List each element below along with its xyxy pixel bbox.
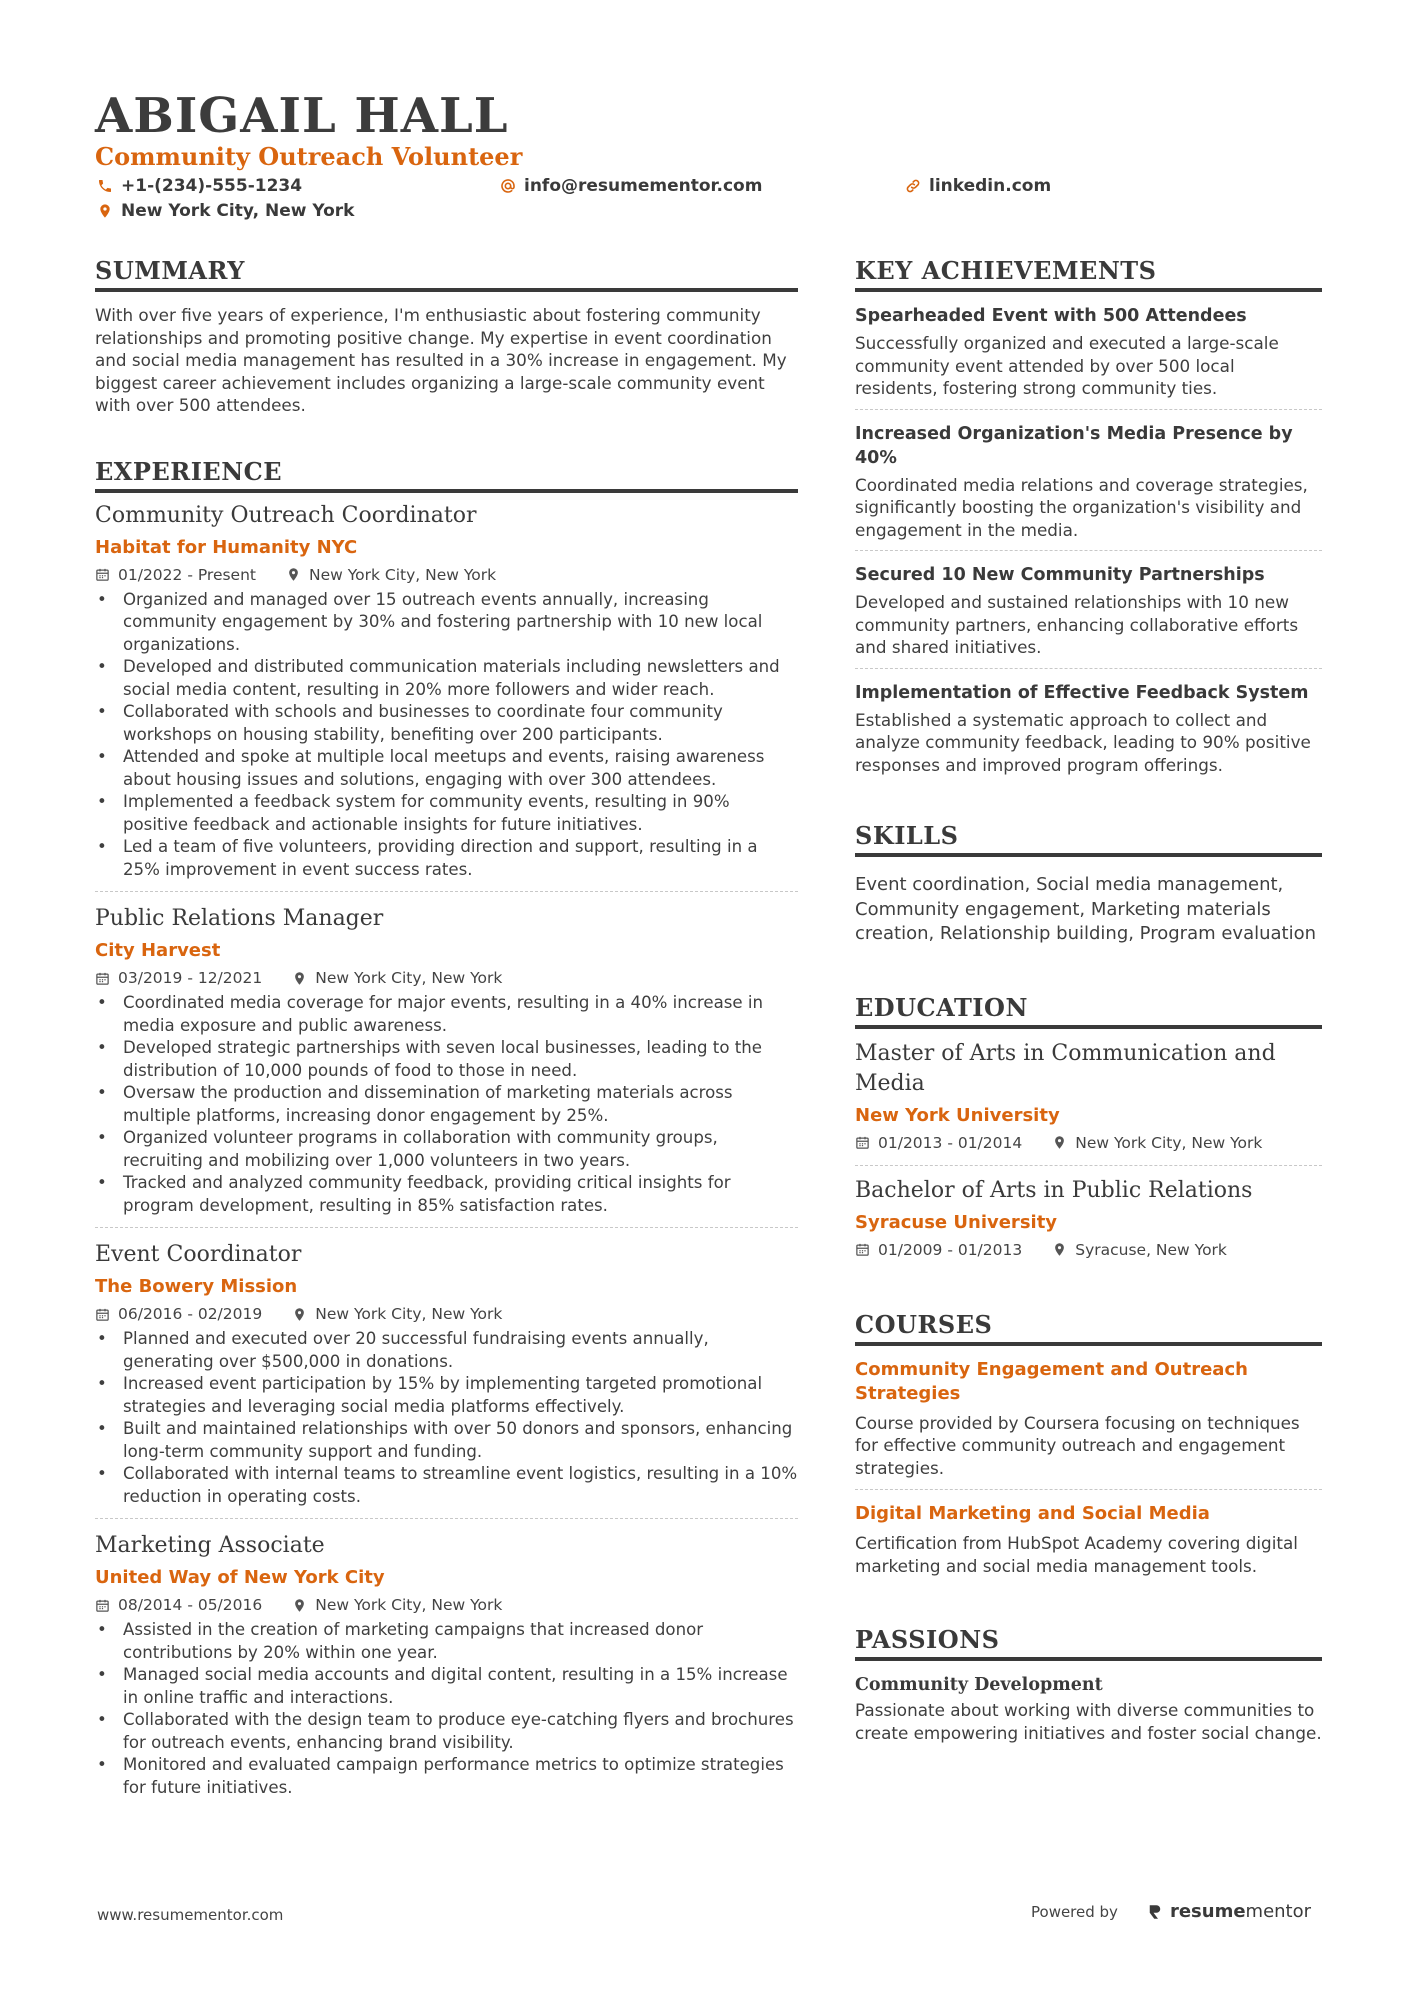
bullet-item: • Coordinated media coverage for major events, resulting in a 40% increase in media exposure and public awareness. xyxy=(95,992,798,1037)
location-text: New York City, New York xyxy=(315,969,503,987)
email-text: info@resumementor.com xyxy=(524,176,763,196)
bullet-item: • Implemented a feedback system for community events, resulting in 90% positive feedback and actionable insights for future initiatives. xyxy=(95,791,798,836)
achievement-text: Successfully organized and executed a large-scale community event attended by over 500 local residents, fostering strong community ties. xyxy=(855,333,1279,398)
job-title: Public Relations Manager xyxy=(95,906,384,931)
degree-title: Bachelor of Arts in Public Relations xyxy=(855,1177,1253,1203)
bullet-item: • Organized and managed over 15 outreach events annually, increasing community engagement by 30% and fostering partnership with 10 new local organizations. xyxy=(95,589,798,657)
date-text: 06/2016 - 02/2019 xyxy=(118,1305,263,1323)
achievement-title: Spearheaded Event with 500 Attendees xyxy=(855,306,1247,326)
course-text: Course provided by Coursera focusing on techniques for effective community outreach and engagement strategies. xyxy=(855,1412,1300,1478)
footer-branding xyxy=(1031,1901,1311,1922)
course-list xyxy=(855,1358,1322,1588)
achievement-entry xyxy=(855,409,1322,551)
company-name: United Way of New York City xyxy=(95,1567,385,1588)
candidate-name: ABIGAIL HALL xyxy=(95,88,509,144)
location-text: Syracuse, New York xyxy=(1075,1240,1227,1259)
job-list xyxy=(95,501,798,1810)
meta-row xyxy=(855,1238,1322,1262)
bullet-item: • Tracked and analyzed community feedback, providing critical insights for program development, resulting in 85% satisfaction rates. xyxy=(95,1172,798,1217)
resumementor-logo-icon xyxy=(1146,1903,1164,1921)
date-range xyxy=(855,1131,1022,1155)
courses-section xyxy=(855,1310,1322,1588)
at-icon xyxy=(500,178,516,194)
bullet-item: • Assisted in the creation of marketing campaigns that increased donor contributions by 20% within one year. xyxy=(95,1619,798,1664)
achievement-entry xyxy=(855,550,1322,668)
company-name: City Harvest xyxy=(95,940,221,961)
date-range xyxy=(855,1238,1022,1262)
achievement-title: Implementation of Effective Feedback System xyxy=(855,682,1309,703)
experience-section xyxy=(95,457,798,1810)
course-text: Certification from HubSpot Academy covering digital marketing and social media management tools. xyxy=(855,1533,1298,1576)
job-entry xyxy=(95,891,798,1227)
meta-row xyxy=(855,1131,1322,1155)
achievement-title: Increased Organization's Media Presence by 40% xyxy=(855,423,1293,468)
calendar-icon xyxy=(95,971,110,986)
meta-location xyxy=(286,563,496,587)
meta-row xyxy=(95,966,798,990)
passion-title: Community Development xyxy=(855,1675,1103,1695)
bullet-item: • Increased event participation by 15% by implementing targeted promotional strategies and leveraging social media platforms effectively. xyxy=(95,1373,798,1418)
education-entry xyxy=(855,1165,1322,1272)
bullet-item: • Collaborated with internal teams to streamline event logistics, resulting in a 10% reduction in operating costs. xyxy=(95,1463,798,1508)
course-entry xyxy=(855,1358,1322,1490)
company-name: Habitat for Humanity NYC xyxy=(95,536,358,558)
job-bullets xyxy=(95,992,798,1217)
location-text: New York City, New York xyxy=(1075,1133,1263,1152)
date-range xyxy=(95,966,262,990)
job-bullets xyxy=(95,589,798,882)
phone-icon xyxy=(97,178,113,194)
courses-heading: COURSES xyxy=(855,1310,1322,1346)
achievement-entry xyxy=(855,304,1322,409)
job-entry xyxy=(95,1227,798,1518)
date-text: 01/2009 - 01/2013 xyxy=(878,1240,1023,1259)
meta-location xyxy=(292,1593,502,1617)
company-name: The Bowery Mission xyxy=(95,1276,298,1297)
linkedin-text: linkedin.com xyxy=(929,176,1052,196)
brand-name-part1: resume xyxy=(1169,1901,1246,1922)
job-bullets xyxy=(95,1619,798,1799)
bullet-item: • Managed social media accounts and digital content, resulting in a 15% increase in online traffic and interactions. xyxy=(95,1664,798,1709)
bullet-item: • Collaborated with the design team to produce eye-catching flyers and brochures for outreach events, enhancing brand visibility. xyxy=(95,1709,798,1754)
job-bullets xyxy=(95,1328,798,1508)
education-heading: EDUCATION xyxy=(855,993,1322,1029)
achievement-title: Secured 10 New Community Partnerships xyxy=(855,565,1265,585)
bullet-item: • Attended and spoke at multiple local meetups and events, raising awareness about housing issues and solutions, engaging with over 300 attendees. xyxy=(95,746,798,791)
location-pin-icon xyxy=(292,971,307,986)
job-entry xyxy=(95,1518,798,1809)
achievement-text: Developed and sustained relationships with 10 new community partners, enhancing collaborative efforts and shared initiatives. xyxy=(855,592,1299,657)
calendar-icon xyxy=(95,567,110,582)
date-text: 01/2022 - Present xyxy=(118,565,256,584)
bullet-item: • Collaborated with schools and businesses to coordinate four community workshops on housing stability, benefiting over 200 participants. xyxy=(95,701,798,746)
meta-location xyxy=(1052,1131,1262,1155)
school-name: New York University xyxy=(855,1104,1060,1126)
achievements-section xyxy=(855,256,1322,785)
summary-heading: SUMMARY xyxy=(95,256,798,292)
bullet-item: • Developed strategic partnerships with seven local businesses, leading to the distribution of 10,000 pounds of food to those in need. xyxy=(95,1037,798,1082)
passions-heading: PASSIONS xyxy=(855,1625,1322,1661)
phone-text: +1-(234)-555-1234 xyxy=(121,176,303,196)
brand-logo[interactable] xyxy=(1146,1901,1311,1922)
skills-text: Event coordination, Social media management, Community engagement, Marketing materials creation, Relationship building, Program evaluation xyxy=(855,874,1317,944)
course-title: Community Engagement and Outreach Strategies xyxy=(855,1358,1248,1404)
date-range xyxy=(95,1302,262,1326)
calendar-icon xyxy=(855,1135,870,1150)
contact-phone[interactable] xyxy=(97,174,302,198)
calendar-icon xyxy=(95,1307,110,1322)
meta-location xyxy=(292,966,502,990)
meta-location xyxy=(292,1302,502,1326)
location-pin-icon xyxy=(292,1307,307,1322)
education-list xyxy=(855,1039,1322,1272)
bullet-item: • Planned and executed over 20 successful fundraising events annually, generating over $500,000 in donations. xyxy=(95,1328,798,1373)
brand-name-part2: mentor xyxy=(1245,1901,1312,1922)
meta-row xyxy=(95,563,798,587)
right-column xyxy=(855,256,1322,1744)
location-pin-icon xyxy=(292,1598,307,1613)
link-icon xyxy=(905,178,921,194)
course-entry xyxy=(855,1489,1322,1587)
experience-heading: EXPERIENCE xyxy=(95,457,798,493)
degree-title: Master of Arts in Communication and Media xyxy=(855,1040,1276,1096)
contact-email[interactable] xyxy=(500,174,762,198)
date-text: 01/2013 - 01/2014 xyxy=(878,1133,1023,1152)
meta-location xyxy=(1052,1238,1227,1262)
left-column xyxy=(95,256,798,1809)
job-title: Marketing Associate xyxy=(95,1533,325,1558)
passions-section xyxy=(855,1625,1322,1744)
skills-heading: SKILLS xyxy=(855,821,1322,857)
contact-location xyxy=(97,199,354,223)
calendar-icon xyxy=(95,1598,110,1613)
location-pin-icon xyxy=(286,567,301,582)
location-text: New York City, New York xyxy=(121,201,355,221)
location-pin-icon xyxy=(1052,1242,1067,1257)
meta-row xyxy=(95,1593,798,1617)
achievement-text: Established a systematic approach to collect and analyze community feedback, leading to 90% positive responses and improved program offerings. xyxy=(855,709,1311,775)
powered-by-label: Powered by xyxy=(1031,1902,1118,1921)
bullet-item: • Oversaw the production and dissemination of marketing materials across multiple platforms, increasing donor engagement by 25%. xyxy=(95,1082,798,1127)
footer-website[interactable]: www.resumementor.com xyxy=(97,1906,284,1924)
location-text: New York City, New York xyxy=(315,1305,503,1323)
achievement-entry xyxy=(855,668,1322,786)
job-title: Community Outreach Coordinator xyxy=(95,502,477,528)
school-name: Syracuse University xyxy=(855,1211,1058,1233)
contact-linkedin[interactable] xyxy=(905,174,1051,198)
summary-section xyxy=(95,256,798,417)
candidate-title: Community Outreach Volunteer xyxy=(95,142,523,171)
bullet-item: • Led a team of five volunteers, providing direction and support, resulting in a 25% improvement in event success rates. xyxy=(95,836,798,881)
location-text: New York City, New York xyxy=(309,565,497,584)
job-entry xyxy=(95,501,798,892)
achievements-heading: KEY ACHIEVEMENTS xyxy=(855,256,1322,292)
date-text: 03/2019 - 12/2021 xyxy=(118,969,263,987)
location-text: New York City, New York xyxy=(315,1596,503,1614)
bullet-item: • Organized volunteer programs in collaboration with community groups, recruiting and mobilizing over 1,000 volunteers in two years. xyxy=(95,1127,798,1172)
education-section xyxy=(855,993,1322,1272)
bullet-item: • Built and maintained relationships with over 50 donors and sponsors, enhancing long-term community support and funding. xyxy=(95,1418,798,1463)
bullet-item: • Developed and distributed communication materials including newsletters and social media content, resulting in 20% more followers and wider reach. xyxy=(95,656,798,701)
passion-text: Passionate about working with diverse communities to create empowering initiatives and foster social change. xyxy=(855,1700,1322,1743)
passion-entry xyxy=(855,1673,1322,1744)
meta-row xyxy=(95,1302,798,1326)
date-range xyxy=(95,1593,262,1617)
bullet-item: • Monitored and evaluated campaign performance metrics to optimize strategies for future initiatives. xyxy=(95,1754,798,1799)
location-pin-icon xyxy=(1052,1135,1067,1150)
achievement-list xyxy=(855,304,1322,785)
date-range xyxy=(95,563,256,587)
course-title: Digital Marketing and Social Media xyxy=(855,1503,1210,1524)
achievement-text: Coordinated media relations and coverage strategies, significantly boosting the organization's visibility and engagement in the media. xyxy=(855,474,1308,540)
passion-list xyxy=(855,1673,1322,1744)
location-pin-icon xyxy=(97,203,113,219)
education-entry xyxy=(855,1039,1322,1165)
calendar-icon xyxy=(855,1242,870,1257)
summary-text: With over five years of experience, I'm enthusiastic about fostering community relationships and promoting positive change. My expertise in event coordination and social media management has resulted in a 30% increase in engagement. My biggest career achievement includes organizing a large-scale community event with over 500 attendees. xyxy=(95,305,787,415)
date-text: 08/2014 - 05/2016 xyxy=(118,1596,263,1614)
job-title: Event Coordinator xyxy=(95,1242,302,1267)
skills-section xyxy=(855,821,1322,947)
